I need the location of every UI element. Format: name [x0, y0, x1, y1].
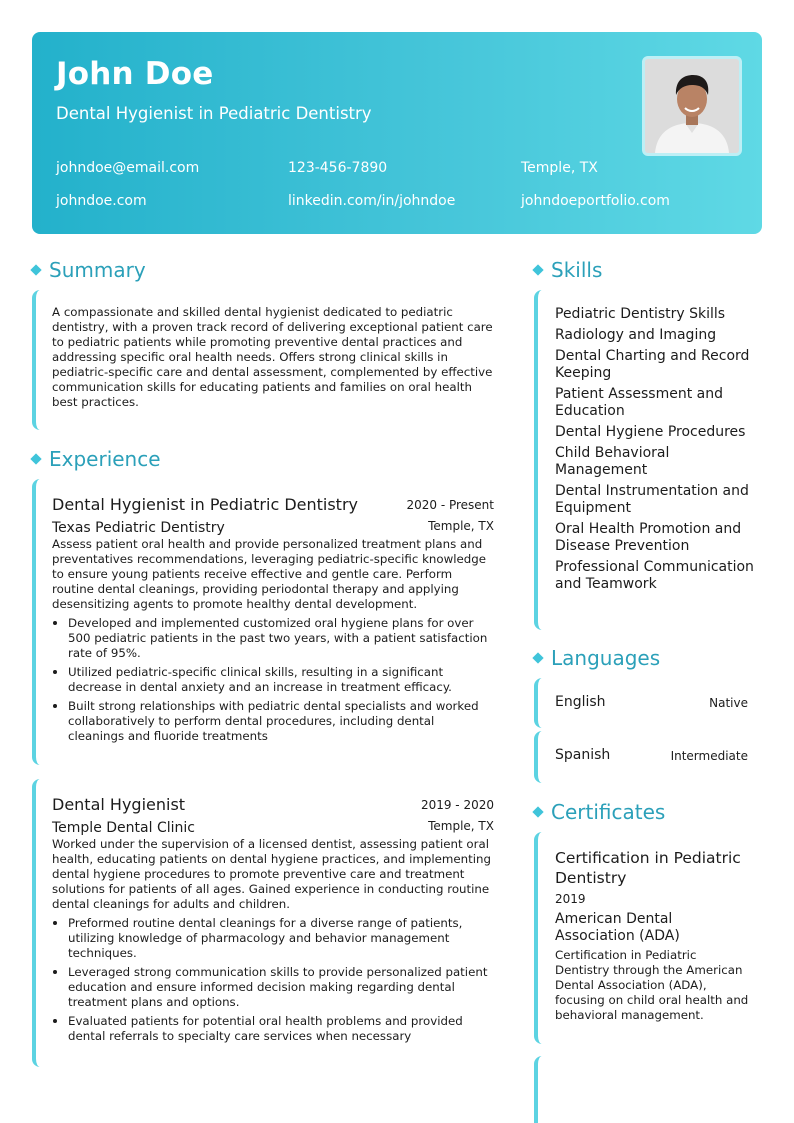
language-name: English: [555, 694, 606, 710]
skill-item: Child Behavioral Management: [555, 445, 670, 478]
summary-heading-label: Summary: [49, 258, 146, 282]
contact-website[interactable]: johndoe.com: [56, 193, 147, 209]
job-dates: 2019 - 2020: [420, 798, 494, 812]
job-achievement: • Utilized pediatric-specific clinical skills, resulting in a significant decrease in dental anxiety and an increase in treatment efficacy.: [68, 665, 494, 695]
contact-location: Temple, TX: [521, 160, 598, 176]
contact-linkedin[interactable]: linkedin.com/in/johndoe: [288, 193, 456, 209]
languages-heading: [533, 646, 660, 670]
skills-heading: [533, 258, 602, 282]
certificate-card: [534, 1056, 762, 1123]
job-title: Dental Hygienist in Pediatric Dentistry: [52, 495, 358, 514]
job-company-row: [52, 817, 494, 837]
diamond-bullet-icon: [30, 453, 41, 464]
skill-item: Dental Hygiene Procedures: [555, 424, 746, 440]
job-achievement: • Evaluated patients for potential oral health problems and provided dental referrals to specialty care services when necessary: [68, 1014, 494, 1044]
languages-heading-label: Languages: [551, 646, 661, 670]
person-avatar-icon: [645, 59, 739, 153]
certificate-year: 2019: [555, 892, 586, 906]
skill-item: Dental Instrumentation and Equipment: [555, 483, 749, 516]
skills-heading-label: Skills: [551, 258, 603, 282]
contact-portfolio[interactable]: johndoeportfolio.com: [521, 193, 670, 209]
language-card: [534, 731, 762, 783]
summary-card: [32, 290, 498, 430]
candidate-title: Dental Hygienist in Pediatric Dentistry: [56, 104, 372, 123]
experience-heading: [31, 447, 161, 471]
language-level: Native: [709, 696, 748, 710]
language-name: Spanish: [555, 747, 611, 763]
job-card: [32, 779, 498, 1067]
diamond-bullet-icon: [532, 806, 543, 817]
certificate-name: Certification in Pediatric Dentistry: [555, 849, 741, 887]
job-title: Dental Hygienist: [52, 795, 186, 814]
job-achievement: • Leveraged strong communication skills to provide personalized patient education and ensure informed decision making regarding dental treatment plans and options.: [68, 965, 494, 1010]
certificate-card: [534, 832, 762, 1044]
job-achievement: • Preformed routine dental cleanings for a diverse range of patients, utilizing knowledge of pharmacology and behavior management techniques.: [68, 916, 494, 961]
skills-card: [534, 290, 762, 630]
skill-item: Radiology and Imaging: [555, 327, 717, 343]
diamond-bullet-icon: [532, 652, 543, 663]
language-card: [534, 678, 762, 728]
contact-email[interactable]: johndoe@email.com: [56, 160, 200, 176]
certificates-heading: [533, 800, 665, 824]
skill-item: Pediatric Dentistry Skills: [555, 306, 726, 322]
job-achievements: [52, 916, 494, 1044]
job-company-row: [52, 517, 494, 537]
language-level: Intermediate: [670, 749, 748, 763]
candidate-name: John Doe: [56, 56, 214, 92]
job-header-row: [52, 795, 494, 817]
summary-heading: [31, 258, 146, 282]
resume-header: [32, 32, 762, 234]
job-description: Assess patient oral health and provide personalized treatment plans and preventatives recommendations, leveraging pediatric-specific knowledge to ensure young patients receive effective and gentle care. Perform routine dental cleanings, providing periodontal therapy and applying desensitizing agents to promote healthy dental development.: [52, 537, 487, 611]
profile-photo: [642, 56, 742, 156]
diamond-bullet-icon: [30, 264, 41, 275]
job-location: Temple, TX: [428, 519, 494, 533]
contact-phone[interactable]: 123-456-7890: [288, 160, 388, 176]
job-description: Worked under the supervision of a licensed dentist, assessing patient oral health, educating patients on dental hygiene practices, and implementing dental hygiene procedures to promote preventive care and treatment solutions for patients of all ages. Gained experience in conducting routine dental cleanings for adults and children.: [52, 837, 491, 911]
job-achievement: • Developed and implemented customized oral hygiene plans for over 500 pediatric patients in the past two years, with a patient satisfaction rate of 95%.: [68, 616, 494, 661]
skill-item: Dental Charting and Record Keeping: [555, 348, 750, 381]
certificate-description: Certification in Pediatric Dentistry through the American Dental Association (ADA), focusing on child oral health and behavioral management.: [555, 948, 749, 1022]
job-achievement: • Built strong relationships with pediatric dental specialists and worked collaboratively to perform dental procedures, including dental cleanings and fluoride treatments: [68, 699, 494, 744]
certificates-heading-label: Certificates: [551, 800, 666, 824]
job-header-row: [52, 495, 494, 517]
job-dates: 2020 - Present: [406, 498, 494, 512]
skill-item: Professional Communication and Teamwork: [555, 559, 754, 592]
job-company: Texas Pediatric Dentistry: [52, 520, 225, 536]
job-company: Temple Dental Clinic: [52, 820, 195, 836]
job-achievements: [52, 616, 494, 744]
job-card: [32, 479, 498, 765]
summary-text: A compassionate and skilled dental hygienist dedicated to pediatric dentistry, with a proven track record of delivering exceptional patient care to pediatric patients while promoting preventive dental practices and addressing specific oral health needs. Offers strong clinical skills in pediatric-specific care and dental assessment, complemented by effective communication skills for educating patients and families on oral health best practices.: [52, 305, 493, 409]
certificate-issuer: American Dental Association (ADA): [555, 911, 680, 944]
job-location: Temple, TX: [428, 819, 494, 833]
skill-item: Patient Assessment and Education: [555, 386, 723, 419]
diamond-bullet-icon: [532, 264, 543, 275]
experience-heading-label: Experience: [49, 447, 161, 471]
skill-item: Oral Health Promotion and Disease Prevention: [555, 521, 742, 554]
